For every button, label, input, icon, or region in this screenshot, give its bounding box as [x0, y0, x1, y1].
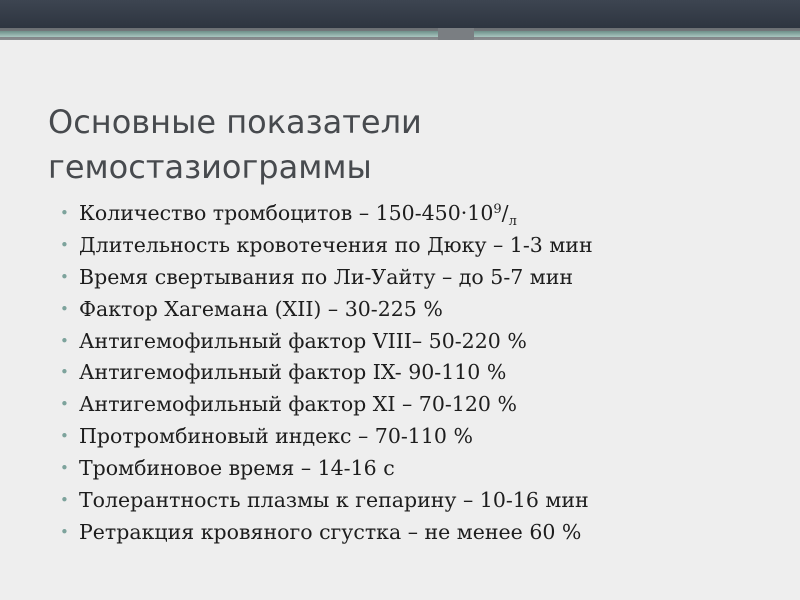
- bullet-text: Протромбиновый индекс – 70-110 %: [79, 424, 473, 449]
- bullet-item-factor-viii: [60, 326, 780, 358]
- bullet-dot-icon: •: [60, 491, 69, 510]
- bullet-item-bleeding-duration: [60, 230, 780, 262]
- bullet-item-thrombin-time: [60, 453, 780, 485]
- bullet-dot-icon: •: [60, 331, 69, 350]
- bullet-dot-icon: •: [60, 395, 69, 414]
- slide-accent-stripe-left: [0, 31, 438, 37]
- bullet-dot-icon: •: [60, 267, 69, 286]
- bullet-dot-icon: •: [60, 459, 69, 478]
- bullet-item-platelet-count: [60, 198, 780, 230]
- bullet-item-factor-xii: [60, 294, 780, 326]
- bullet-item-factor-xi: [60, 389, 780, 421]
- bullet-item-factor-ix: [60, 357, 780, 389]
- bullet-item-heparin-tolerance: [60, 485, 780, 517]
- bullet-text: Антигемофильный фактор XI – 70-120 %: [79, 392, 517, 417]
- bullet-dot-icon: •: [60, 299, 69, 318]
- slide-title: Основные показатели гемостазиограммы: [48, 103, 422, 186]
- bullet-dot-icon: •: [60, 522, 69, 541]
- bullet-list: [60, 198, 780, 549]
- bullet-item-clot-retraction: [60, 517, 780, 549]
- unit-slash: /: [501, 201, 509, 225]
- bullet-dot-icon: •: [60, 235, 69, 254]
- exponent: 9: [493, 202, 502, 217]
- bullet-dot-icon: •: [60, 363, 69, 382]
- slide-accent-stripe-right: [474, 31, 800, 37]
- bullet-text: Антигемофильный фактор VIII– 50-220 %: [79, 328, 527, 353]
- bullet-item-clotting-time: [60, 262, 780, 294]
- slide-header-band: [0, 0, 800, 28]
- bullet-text: Антигемофильный фактор IX- 90-110 %: [79, 360, 507, 385]
- bullet-text: Толерантность плазмы к гепарину – 10-16 мин: [79, 488, 589, 513]
- bullet-text: Ретракция кровяного сгустка – не менее 60 %: [79, 519, 582, 544]
- bullet-dot-icon: •: [60, 204, 69, 222]
- bullet-text: Количество тромбоцитов – 150-450·10: [79, 201, 494, 225]
- bullet-text: Тромбиновое время – 14-16 с: [79, 456, 395, 481]
- bullet-text: Длительность кровотечения по Дюку – 1-3 мин: [79, 232, 593, 257]
- bullet-text: Фактор Хагемана (XII) – 30-225 %: [79, 296, 443, 321]
- bullet-item-prothrombin-index: [60, 421, 780, 453]
- bullet-text: Время свертывания по Ли-Уайту – до 5-7 мин: [79, 264, 574, 289]
- bullet-dot-icon: •: [60, 427, 69, 446]
- slide-accent-gap: [438, 28, 474, 40]
- unit-liter: л: [508, 214, 517, 229]
